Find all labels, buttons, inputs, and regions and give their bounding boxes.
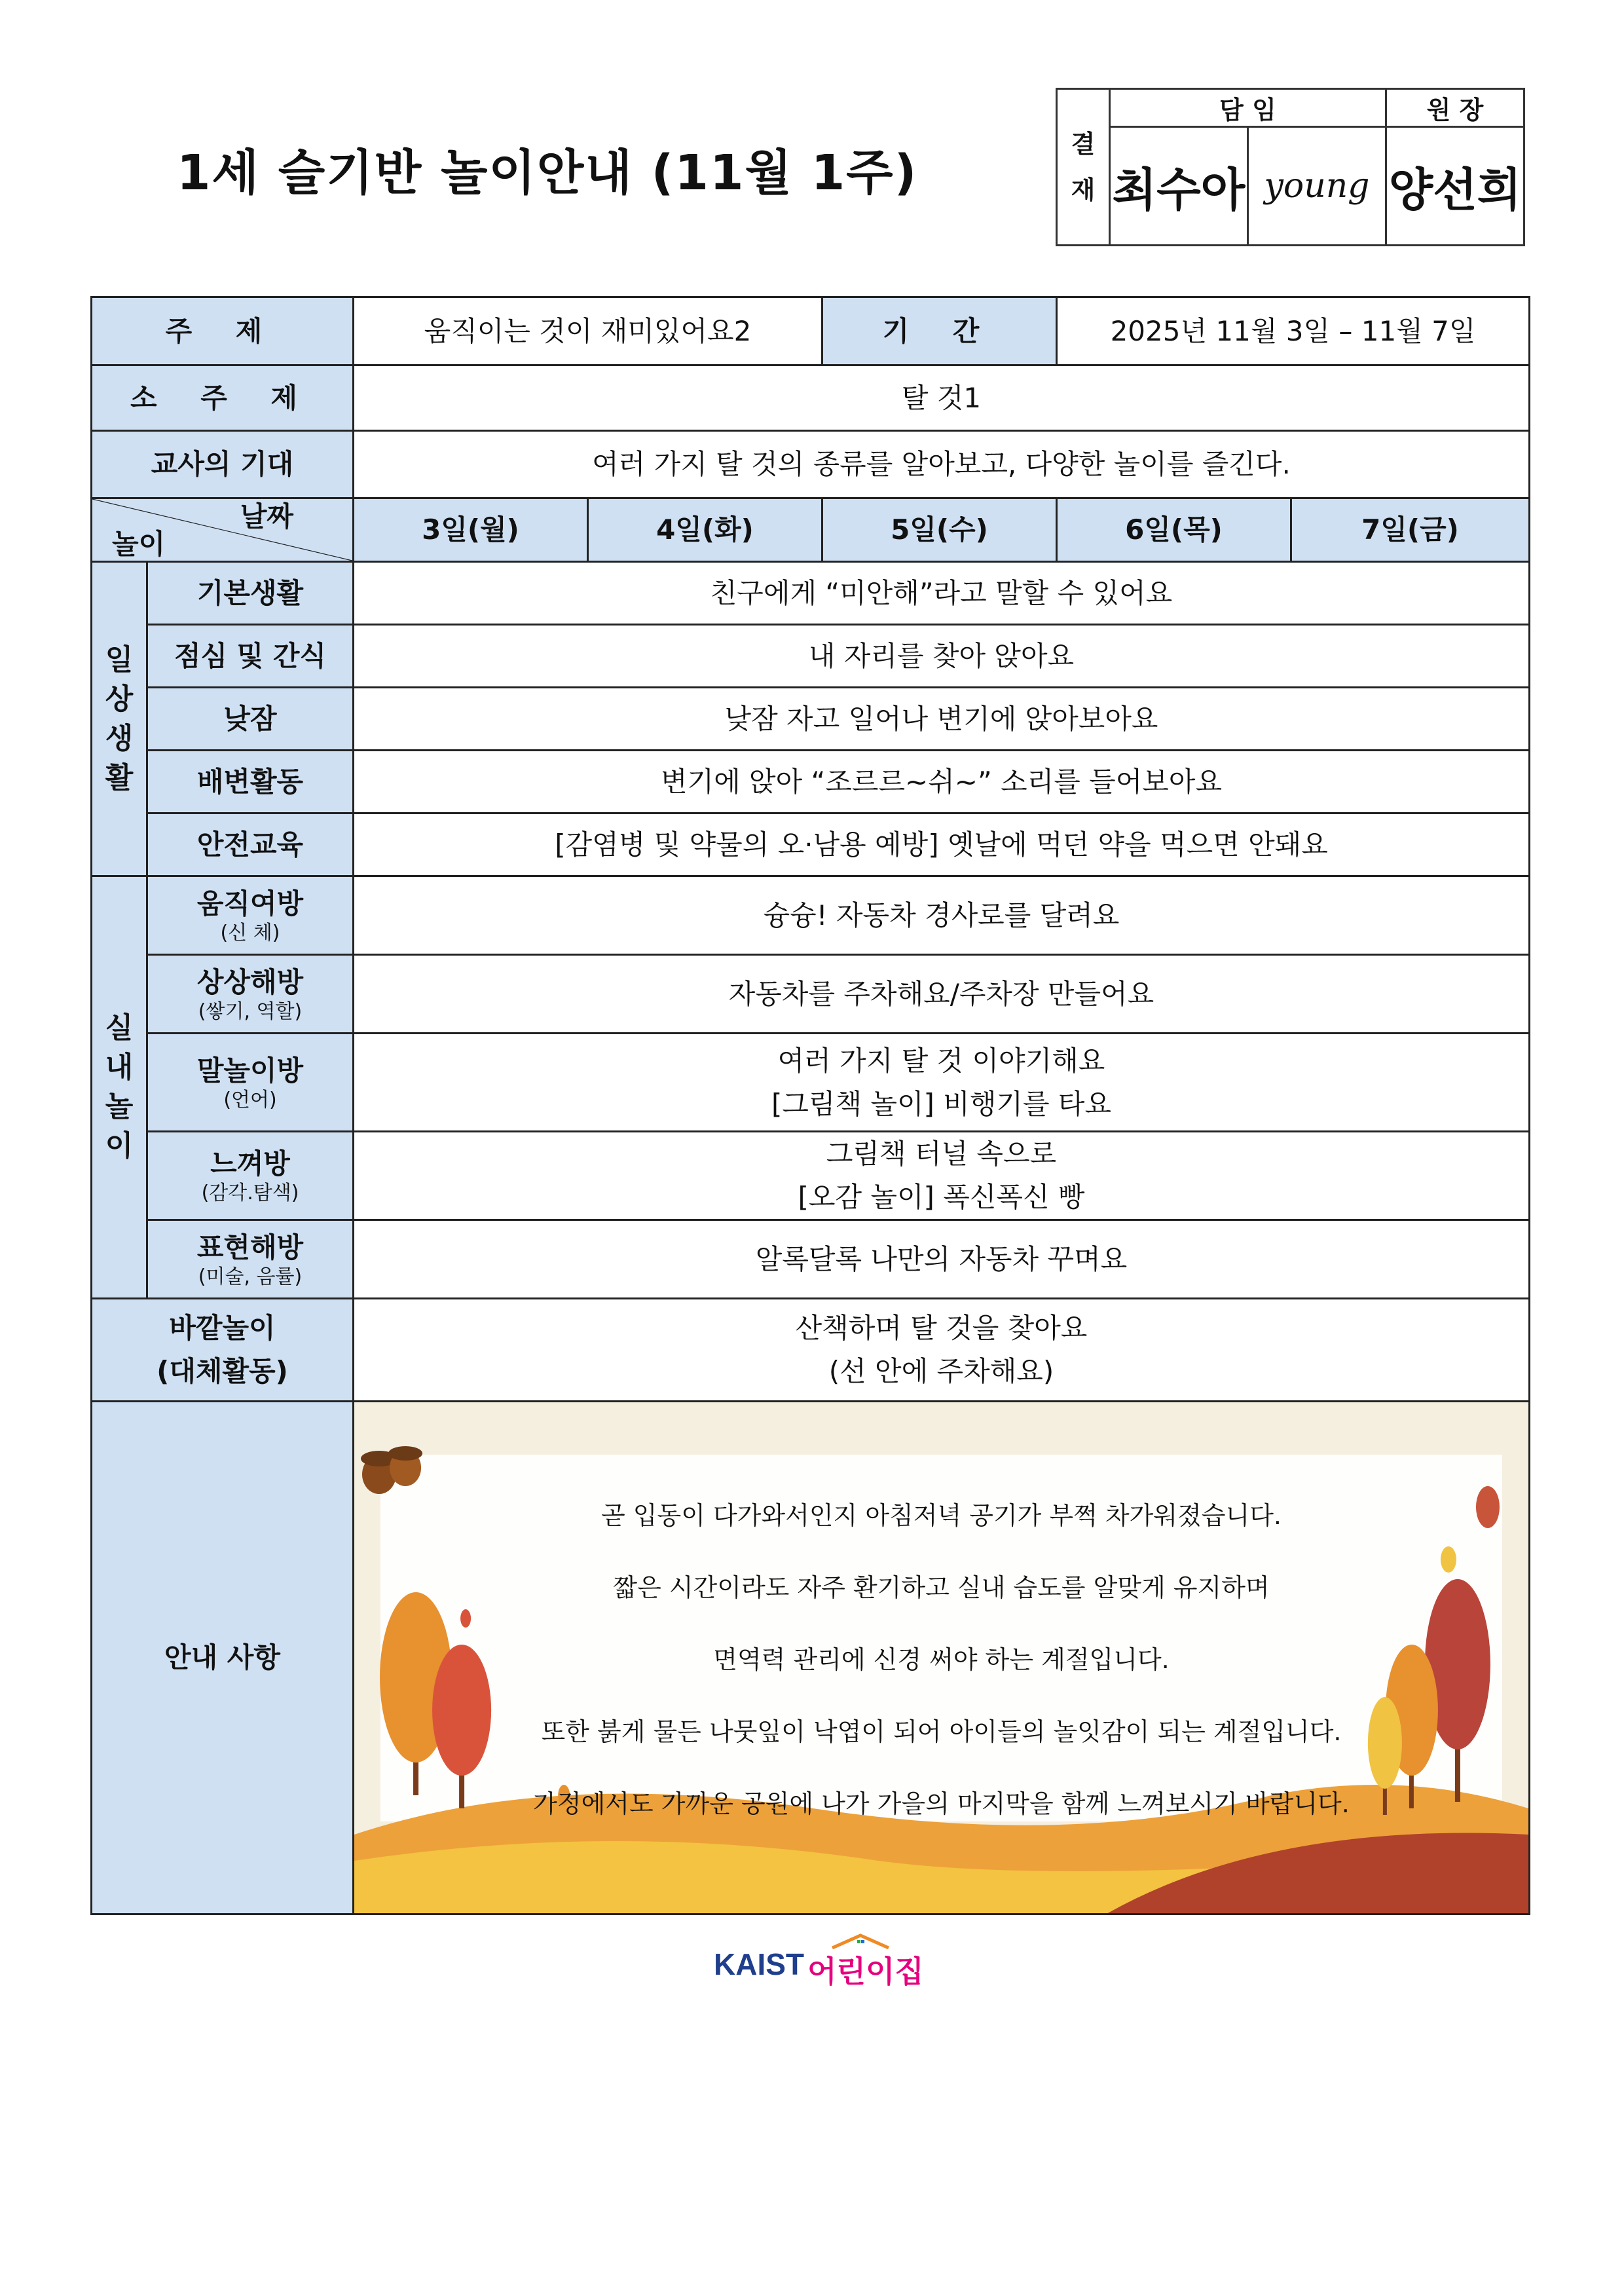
indoor-row-label	[147, 1220, 354, 1299]
indoor-room-name: 말놀이방	[196, 1054, 304, 1087]
outdoor-label-line: 바깥놀이	[169, 1312, 276, 1344]
notice-label: 안내 사항	[92, 1402, 354, 1914]
approval-box	[1056, 88, 1525, 246]
indoor-room-name: 표현해방	[196, 1231, 304, 1263]
daily-row-label: 낮잠	[147, 688, 354, 751]
notice-row	[92, 1402, 1530, 1914]
signature-teacher-2: young	[1248, 127, 1386, 246]
indoor-play-char: 실	[105, 1011, 134, 1045]
corner-date-label: 날짜	[240, 500, 293, 532]
indoor-row-content	[354, 1034, 1530, 1132]
daily-row-content: [감염병 및 약물의 오·남용 예방] 옛날에 먹던 약을 먹으면 안돼요	[354, 813, 1530, 876]
theme-row	[92, 297, 1530, 365]
day-thu: 6일(목)	[1057, 498, 1291, 562]
indoor-row-label	[147, 1132, 354, 1220]
days-row	[92, 498, 1530, 562]
subtheme-value: 탈 것1	[354, 365, 1530, 431]
expectation-row	[92, 431, 1530, 498]
outdoor-content-line: (선 안에 주차해요)	[828, 1355, 1054, 1387]
indoor-row-label	[147, 955, 354, 1034]
approval-side-label-1: 결	[1071, 130, 1096, 159]
indoor-room-name: 느껴방	[210, 1148, 290, 1180]
indoor-play-char: 내	[105, 1051, 134, 1084]
daily-row-label: 배변활동	[147, 751, 354, 813]
day-fri: 7일(금)	[1291, 498, 1530, 562]
logo-kids-label: 어린이집	[807, 1954, 924, 1989]
approval-side-label	[1057, 89, 1110, 246]
daily-row	[92, 813, 1530, 876]
notice-line: 또한 붉게 물든 나뭇잎이 낙엽이 되어 아이들의 놀잇감이 되는 계절입니다.	[541, 1717, 1342, 1746]
daily-life-char: 상	[105, 682, 134, 716]
indoor-room-area: (언어)	[223, 1088, 277, 1111]
daily-row-content: 변기에 앉아 “조르르~쉬~” 소리를 들어보아요	[354, 751, 1530, 813]
daily-row-label: 기본생활	[147, 562, 354, 625]
indoor-room-area: (신 체)	[220, 921, 280, 944]
indoor-content-line: 여러 가지 탈 것 이야기해요	[777, 1044, 1105, 1077]
kaist-kindergarten-logo	[714, 1937, 924, 1990]
daily-row-content: 내 자리를 찾아 앉아요	[354, 625, 1530, 688]
daily-row	[92, 688, 1530, 751]
indoor-play-group-label	[92, 876, 147, 1299]
theme-label: 주 제	[92, 297, 354, 365]
indoor-row	[92, 1034, 1530, 1132]
daily-life-char: 일	[105, 643, 134, 677]
indoor-play-char: 이	[105, 1129, 134, 1163]
theme-value: 움직이는 것이 재미있어요2	[354, 297, 822, 365]
approval-side-label-2: 재	[1071, 176, 1096, 204]
daily-life-char: 활	[105, 760, 134, 794]
daily-life-char: 생	[105, 721, 134, 755]
indoor-row-content: 자동차를 주차해요/주차장 만들어요	[354, 955, 1530, 1034]
notice-line: 면역력 관리에 신경 써야 하는 계절입니다.	[713, 1645, 1170, 1674]
notice-line: 곧 입동이 다가와서인지 아침저녁 공기가 부쩍 차가워졌습니다.	[601, 1501, 1282, 1530]
daily-row	[92, 625, 1530, 688]
date-play-corner	[92, 498, 354, 562]
outdoor-label-line: (대체활동)	[157, 1355, 288, 1387]
indoor-row	[92, 1220, 1530, 1299]
indoor-row	[92, 1132, 1530, 1220]
director-label: 원 장	[1386, 89, 1524, 127]
weekly-play-plan-table	[90, 296, 1530, 1915]
daily-row-label: 안전교육	[147, 813, 354, 876]
expectation-label: 교사의 기대	[92, 431, 354, 498]
daily-row-content: 친구에게 “미안해”라고 말할 수 있어요	[354, 562, 1530, 625]
period-value: 2025년 11월 3일 – 11월 7일	[1057, 297, 1530, 365]
homeroom-label: 담 임	[1110, 89, 1386, 127]
page-title: 1세 슬기반 놀이안내 (11월 1주)	[177, 145, 918, 201]
outdoor-content-line: 산책하며 탈 것을 찾아요	[795, 1312, 1088, 1344]
subtheme-row	[92, 365, 1530, 431]
notice-line: 짧은 시간이라도 자주 환기하고 실내 습도를 알맞게 유지하며	[613, 1573, 1270, 1602]
daily-row-content: 낮잠 자고 일어나 변기에 앉아보아요	[354, 688, 1530, 751]
notice-text-block	[354, 1480, 1528, 1840]
indoor-row	[92, 876, 1530, 955]
indoor-row-content	[354, 1132, 1530, 1220]
indoor-row-content: 알록달록 나만의 자동차 꾸며요	[354, 1220, 1530, 1299]
expectation-value: 여러 가지 탈 것의 종류를 알아보고, 다양한 놀이를 즐긴다.	[354, 431, 1530, 498]
indoor-room-area: (미술, 음률)	[198, 1265, 303, 1288]
indoor-room-area: (감각.탐색)	[201, 1182, 299, 1204]
daily-row-label: 점심 및 간식	[147, 625, 354, 688]
indoor-room-name: 움직여방	[196, 887, 304, 920]
outdoor-label	[92, 1299, 354, 1402]
indoor-row-label	[147, 1034, 354, 1132]
daily-life-group-label	[92, 562, 147, 876]
corner-play-label: 놀이	[112, 528, 166, 560]
day-tue: 4일(화)	[588, 498, 822, 562]
indoor-content-line: [그림책 놀이] 비행기를 타요	[771, 1087, 1112, 1120]
notice-line: 가정에서도 가까운 공원에 나가 가을의 마지막을 함께 느껴보시기 바랍니다.	[533, 1789, 1350, 1818]
notice-content	[354, 1402, 1530, 1914]
day-mon: 3일(월)	[354, 498, 588, 562]
indoor-row	[92, 955, 1530, 1034]
indoor-row-content: 슝슝! 자동차 경사로를 달려요	[354, 876, 1530, 955]
daily-row	[92, 751, 1530, 813]
day-wed: 5일(수)	[822, 498, 1057, 562]
signature-teacher-1: 최수아	[1110, 127, 1248, 246]
indoor-play-char: 놀	[105, 1090, 134, 1123]
outdoor-row	[92, 1299, 1530, 1402]
indoor-row-label	[147, 876, 354, 955]
outdoor-content	[354, 1299, 1530, 1402]
house-roof-icon	[831, 1933, 890, 1949]
indoor-content-line: [오감 놀이] 폭신폭신 빵	[798, 1181, 1085, 1213]
signature-director: 양선희	[1386, 127, 1524, 246]
logo-kids-text	[807, 1937, 924, 1991]
indoor-content-line: 그림책 터널 속으로	[826, 1138, 1057, 1170]
indoor-room-name: 상상해방	[196, 965, 304, 998]
indoor-room-area: (쌓기, 역할)	[198, 999, 303, 1023]
logo-kaist-text: KAIST	[714, 1947, 804, 1981]
daily-row	[92, 562, 1530, 625]
period-label: 기 간	[822, 297, 1057, 365]
subtheme-label: 소 주 제	[92, 365, 354, 431]
